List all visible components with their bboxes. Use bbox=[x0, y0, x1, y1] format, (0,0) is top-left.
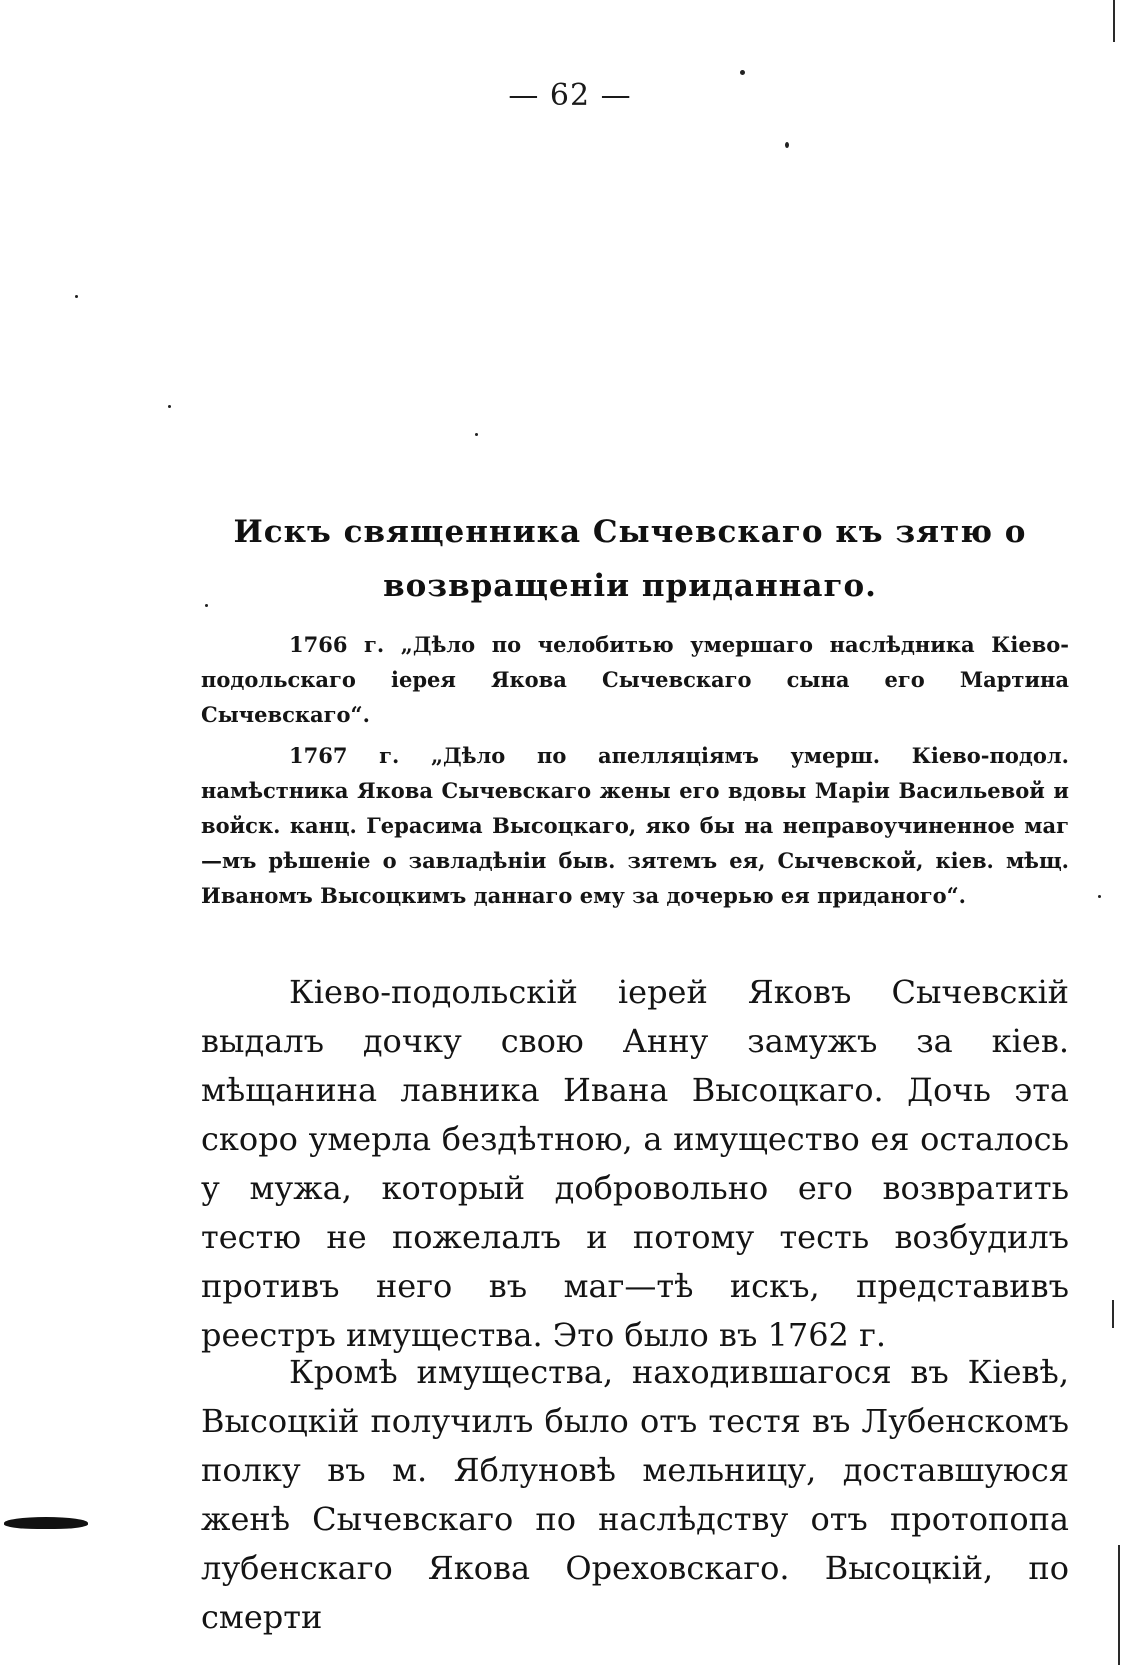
scan-speck bbox=[75, 295, 78, 298]
margin-line bbox=[1112, 1300, 1114, 1328]
body-paragraph-2 bbox=[201, 1348, 1069, 1642]
margin-line bbox=[1113, 0, 1115, 42]
margin-line bbox=[1118, 1545, 1120, 1665]
scan-speck bbox=[1098, 895, 1101, 898]
scan-speck bbox=[740, 70, 745, 75]
archive-entry: 1766 г. „Дѣло по челобитью умершаго наслѣдника Кіево-подольскаго іерея Якова Сычевскаго сына его Мартина Сычевскаго“. bbox=[201, 632, 1069, 727]
scan-speck bbox=[168, 405, 171, 408]
body-paragraph-1 bbox=[201, 968, 1069, 1360]
archive-reference-1766 bbox=[201, 627, 1069, 732]
archive-reference-1767 bbox=[201, 738, 1069, 913]
paragraph-text: Кромѣ имущества, находившагося въ Кіевѣ, Высоцкій получилъ было отъ тестя въ Лубенскомъ полку въ м. Яблуновѣ мельницу, доставшуюся женѣ Сычевскаго по наслѣдству отъ протопопа лубенскаго Якова Ореховскаго. Высоцкій, по смерти bbox=[201, 1353, 1069, 1636]
scan-speck bbox=[785, 142, 789, 148]
archive-entry: 1767 г. „Дѣло по апелляціямъ умерш. Кіево-подол. намѣстника Якова Сычевскаго жены его вдовы Маріи Васильевой и войск. канц. Герасима Высоцкаго, яко бы на неправоучиненное маг—мъ рѣшеніе о завладѣніи быв. зятемъ ея, Сычевской, кiев. мѣщ. Иваномъ Высоцкимъ даннаго ему за дочерью ея приданого“. bbox=[201, 743, 1069, 908]
page-number: — 62 — bbox=[508, 78, 632, 113]
section-heading: Искъ священника Сычевскаго къ зятю о возвращеніи приданнаго. bbox=[233, 514, 1027, 604]
paragraph-text: Кіево-подольскій іерей Яковъ Сычевскій выдалъ дочку свою Анну замужъ за кіев. мѣщанина лавника Ивана Высоцкаго. Дочь эта скоро умерла бездѣтною, а имущество ея осталось у мужа, который добровольно его возвратить тестю не пожелалъ и потому тесть возбудилъ противъ него въ маг—тѣ искъ, представивъ реестръ имущества. Это было въ 1762 г. bbox=[201, 973, 1069, 1354]
scan-speck bbox=[205, 604, 208, 607]
margin-ink-mark bbox=[4, 1517, 88, 1529]
scan-speck bbox=[475, 433, 478, 436]
